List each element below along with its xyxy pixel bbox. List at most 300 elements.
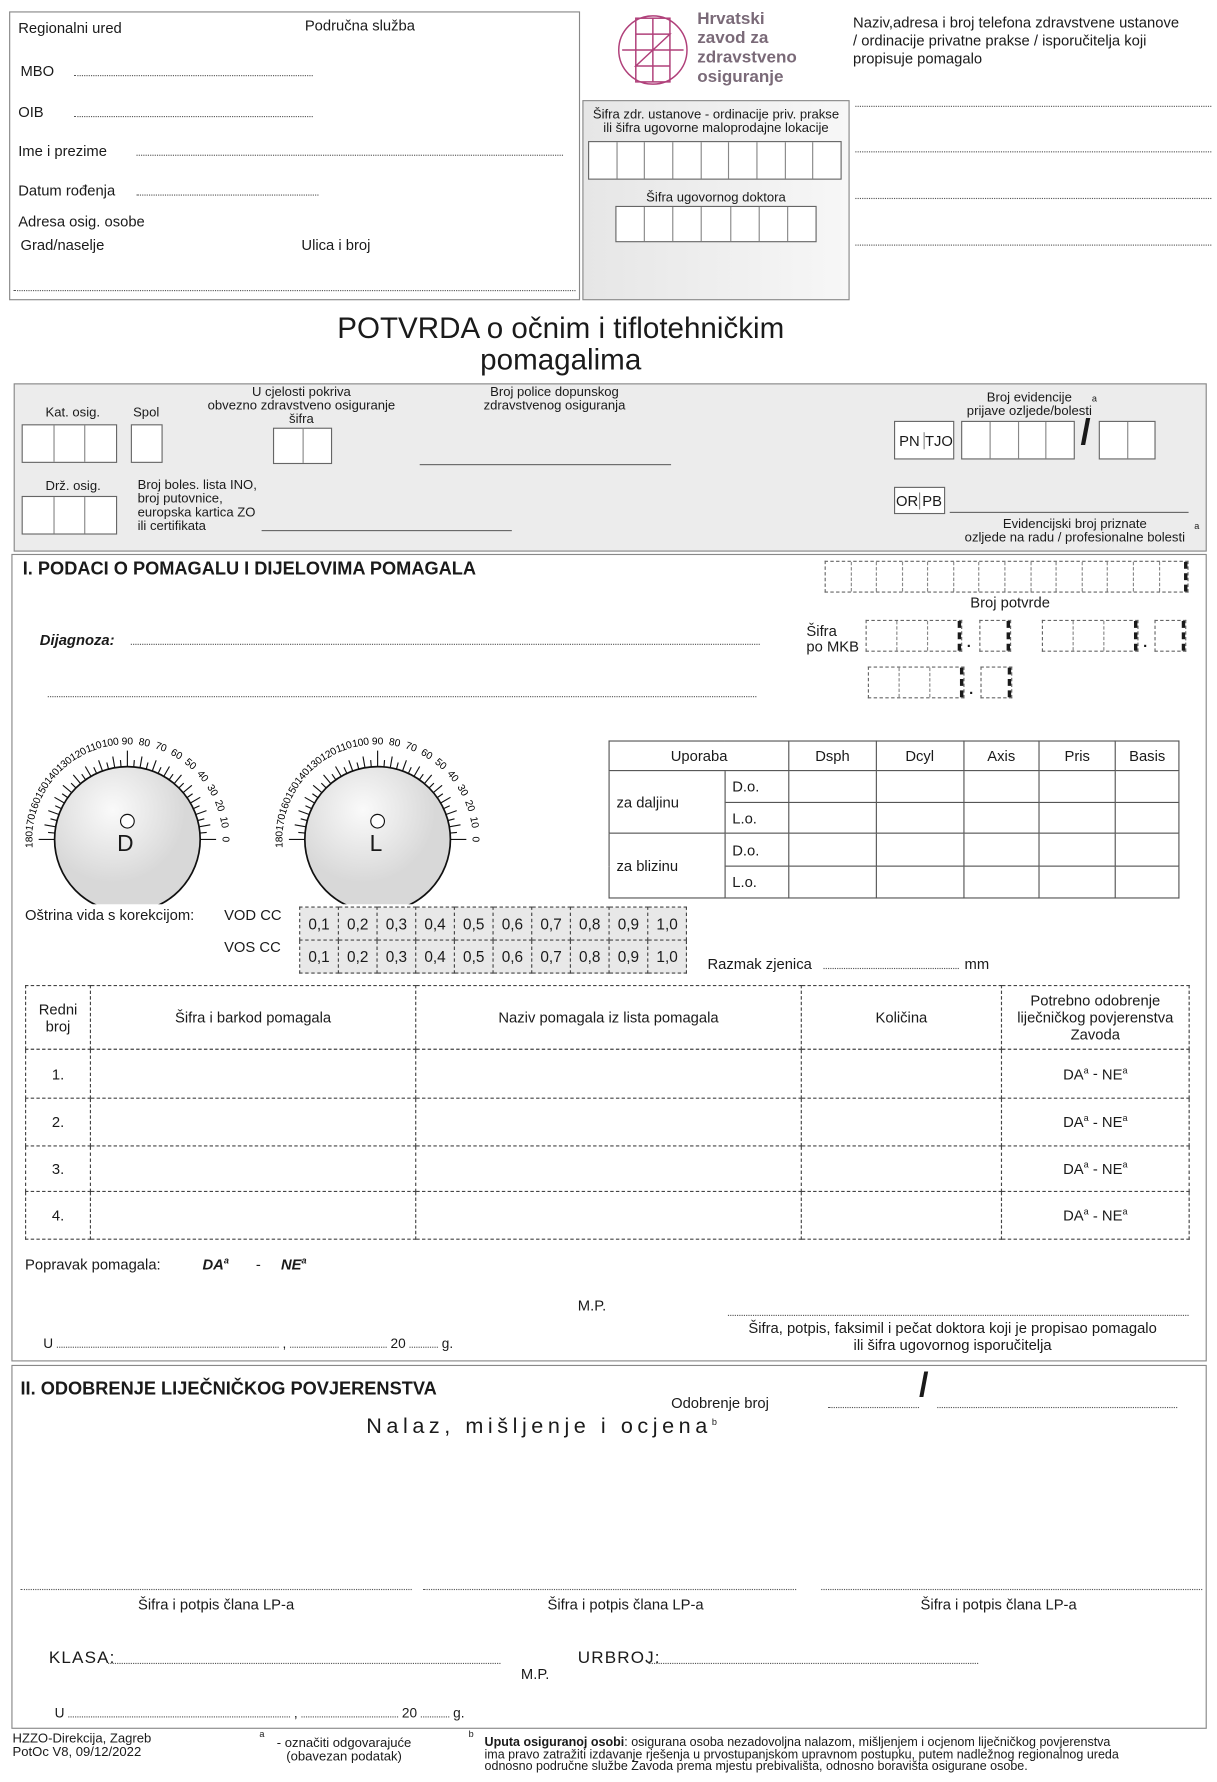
member-signature-field[interactable] (20, 1589, 411, 1590)
spol-input[interactable] (131, 424, 163, 463)
date-field[interactable] (290, 1347, 387, 1348)
dial-label: 90 (121, 736, 134, 748)
evid2-field[interactable] (950, 512, 1189, 513)
digit-cell[interactable] (1074, 621, 1105, 651)
da-text: DA (1063, 1065, 1084, 1083)
acuity-option[interactable]: 0,1 (300, 940, 339, 973)
ne-option[interactable] (1102, 1114, 1128, 1131)
mbo-field[interactable] (74, 75, 313, 76)
digit-cell[interactable] (54, 425, 85, 461)
table-row (26, 1098, 1190, 1146)
digit-cell[interactable] (928, 621, 961, 651)
page-title (276, 312, 845, 376)
dial-tick (301, 819, 308, 821)
logo-line: zdravstveno (697, 47, 797, 68)
item-code-cell[interactable] (90, 1049, 415, 1098)
digit-cell[interactable] (877, 562, 903, 592)
cell[interactable] (789, 833, 876, 866)
footnote-a-marker: a (1122, 1159, 1128, 1171)
label-line: (obavezan podatak) (286, 1750, 402, 1765)
dijagnoza-field-2[interactable] (48, 696, 757, 697)
acuity-option[interactable]: 0,4 (416, 907, 455, 940)
label-line: ozljede na radu / profesionalne bolesti (964, 531, 1186, 545)
digit-cell[interactable] (132, 425, 162, 461)
quantity-cell[interactable] (801, 1146, 1001, 1191)
dial-label: 50 (432, 756, 449, 773)
dial-tick (55, 806, 61, 809)
dijagnoza-field[interactable] (131, 644, 760, 645)
klasa-field[interactable] (108, 1663, 500, 1664)
dial-tick (295, 825, 306, 827)
pupil-distance-field[interactable] (823, 968, 958, 969)
da-option[interactable] (1063, 1207, 1089, 1224)
dial-label: 80 (388, 736, 402, 750)
dijagnoza-label: Dijagnoza: (39, 631, 115, 649)
footnote-a-marker: a (1083, 1206, 1089, 1217)
dial-tick (200, 832, 207, 833)
label-line: ili šifra ugovornog isporučitelja (853, 1336, 1052, 1354)
acuity-option[interactable]: 0,5 (454, 907, 493, 940)
digit-cell[interactable] (1047, 422, 1074, 458)
digit-cell[interactable] (980, 621, 1010, 651)
digit-cell[interactable] (274, 429, 303, 463)
year-field[interactable] (421, 1716, 449, 1717)
digit-cell[interactable] (1043, 621, 1074, 651)
dob-field[interactable] (136, 194, 318, 195)
cell[interactable] (1039, 833, 1115, 866)
approval-needed-cell (1001, 1146, 1189, 1191)
label-line: odnosno područne službe Zavoda prema mjestu prebivališta, odnosno boravišta osigurane osobe. (484, 1759, 1028, 1774)
digit-cell[interactable] (954, 562, 980, 592)
acuity-option[interactable]: 1,0 (648, 907, 687, 940)
member-signature-field[interactable] (821, 1589, 1202, 1590)
digit-cell[interactable] (645, 207, 674, 241)
acuity-option[interactable]: 0,7 (532, 940, 571, 973)
digit-cell[interactable] (86, 425, 116, 461)
cell[interactable] (964, 833, 1039, 866)
digit-cell[interactable] (1083, 562, 1109, 592)
col-odobrenje: Potrebno odobrenje liječničkog povjerenstva Zavoda (1001, 986, 1189, 1050)
label-line: obvezno zdravstveno osiguranje (207, 399, 396, 413)
digit-cell[interactable] (1128, 422, 1155, 458)
address-field[interactable] (14, 290, 576, 291)
dial-label: 80 (137, 736, 151, 750)
institution-info-line[interactable] (855, 151, 1211, 152)
name-field[interactable] (136, 155, 563, 156)
regional-office-label: Regionalni ured (18, 19, 122, 37)
policy-label (455, 386, 654, 413)
col-redni-broj: Redni broj (26, 986, 91, 1050)
dial-tick (298, 832, 305, 833)
digit-cell[interactable] (758, 142, 786, 178)
approval-needed-cell (1001, 1098, 1189, 1146)
vod-label: VOD CC (224, 906, 282, 924)
dash: - (1092, 1160, 1098, 1178)
full-cover-code-input[interactable] (273, 428, 332, 464)
digit-cell[interactable] (788, 207, 815, 241)
footnote-a-marker: a (223, 1255, 229, 1266)
digit-cell[interactable] (1006, 562, 1032, 592)
dial-tick (305, 797, 315, 803)
cell[interactable] (789, 771, 876, 803)
table-row (26, 1191, 1190, 1239)
digit-cell[interactable] (1031, 562, 1057, 592)
cell[interactable] (876, 866, 964, 898)
mkb-label (806, 623, 859, 655)
member-signature-field[interactable] (423, 1589, 796, 1590)
dial-label: 100 (101, 736, 120, 751)
cell[interactable] (1039, 771, 1115, 803)
footnote-b-marker: b (468, 1728, 474, 1740)
stamp-place-label: M.P. (577, 1296, 607, 1314)
dial-label: 0 (219, 836, 231, 843)
address-label: Adresa osig. osobe (18, 212, 145, 230)
digit-cell[interactable] (851, 562, 877, 592)
ne-option[interactable] (1102, 1160, 1128, 1177)
acuity-option[interactable]: 0,4 (416, 940, 455, 973)
digit-cell[interactable] (826, 562, 852, 592)
mkb-code-2[interactable] (1042, 620, 1139, 652)
dial-label: 0 (469, 836, 481, 843)
approval-number-field[interactable] (828, 1407, 919, 1408)
item-name-cell[interactable] (416, 1146, 802, 1191)
label-line: HZZO-Direkcija, Zagreb (12, 1732, 152, 1746)
mkb-code-2-ext[interactable] (1154, 620, 1186, 652)
digit-cell[interactable] (990, 422, 1018, 458)
label-line: Broj evidencije (986, 391, 1072, 405)
dial-tick (419, 774, 423, 780)
acuity-option[interactable]: 0,2 (338, 940, 377, 973)
dial-tick (169, 774, 173, 780)
label-line: - označiti odgovarajuće (276, 1736, 412, 1751)
dial-tick (44, 825, 55, 827)
digit-cell[interactable] (900, 668, 931, 698)
dial-label: 140 (293, 766, 313, 787)
dial-tick (305, 806, 311, 809)
dial-tick (158, 767, 161, 773)
da-option[interactable] (1063, 1114, 1089, 1131)
digit-cell[interactable] (1134, 562, 1160, 592)
vos-row (300, 940, 687, 973)
footnote-a-marker: a (1083, 1113, 1089, 1124)
label-line: U cjelosti pokriva (251, 385, 351, 400)
dial-tick (344, 767, 347, 773)
kat-osig-input[interactable] (22, 424, 118, 463)
acuity-label: Oštrina vida s korekcijom: (25, 906, 195, 924)
dial-label: 130 (304, 754, 325, 775)
dial-tick (448, 819, 455, 821)
cell[interactable] (789, 866, 876, 898)
logo-text (697, 9, 797, 86)
footnote-a-marker: a (1083, 1064, 1089, 1076)
cell[interactable] (1115, 866, 1178, 898)
footnote-b: Uputa osiguranoj osobi: osigurana osoba nezadovoljna nalazom, mišljenjem i ocjenom liječničkog povjerenstva ima pravo zatražiti izdavanje rješenja u prvostupanjskom upravnom postupku, putem nadležnog regionalnog ureda odnosno područne službe Zavoda prema mjestu prebivališta, odnosno boravišta osigurane osobe. (484, 1735, 1119, 1774)
label-line: ili šifra ugovorne maloprodajne lokacije (603, 121, 829, 136)
drz-osig-input[interactable] (22, 496, 118, 535)
digit-cell[interactable] (23, 497, 54, 533)
acuity-option[interactable]: 0,9 (609, 940, 648, 973)
right-eye-dial-label: D (117, 831, 134, 857)
quantity-cell[interactable] (801, 1049, 1001, 1098)
place-field[interactable] (68, 1716, 290, 1717)
slash-separator: / (1080, 411, 1091, 453)
digit-cell[interactable] (1156, 621, 1186, 651)
dial-tick (134, 760, 135, 767)
acuity-option[interactable]: 0,2 (338, 907, 377, 940)
digit-cell[interactable] (86, 497, 116, 533)
digit-cell[interactable] (303, 429, 331, 463)
branch-office-label: Područna služba (304, 17, 415, 35)
mbo-label: MBO (20, 62, 55, 80)
note-title: Uputa osiguranoj osobi (484, 1735, 625, 1750)
place-date-line: U , 20 g. (43, 1335, 454, 1352)
cell[interactable] (1039, 866, 1115, 898)
table-row (26, 1049, 1190, 1098)
acuity-option[interactable]: 0,6 (493, 940, 532, 973)
dash: - (1092, 1113, 1098, 1131)
digit-cell[interactable] (589, 142, 617, 178)
repair-da-option[interactable] (202, 1256, 228, 1273)
acuity-option[interactable]: 0,7 (532, 907, 571, 940)
place-field[interactable] (57, 1347, 279, 1348)
cell[interactable] (964, 866, 1039, 898)
cell[interactable] (876, 833, 964, 866)
urbroj-field[interactable] (648, 1663, 978, 1664)
acuity-option[interactable]: 0,8 (570, 907, 609, 940)
dial-tick (54, 797, 64, 803)
pupil-distance-label: Razmak zjenica (707, 955, 812, 973)
digit-cell[interactable] (980, 562, 1006, 592)
left-dial-center-icon (371, 814, 385, 828)
acuity-option[interactable]: 0,5 (454, 940, 493, 973)
da-option[interactable] (1063, 1065, 1089, 1082)
dial-label: 60 (418, 747, 435, 763)
digit-cell[interactable] (616, 207, 645, 241)
dial-tick (357, 762, 359, 769)
approval-year-field[interactable] (937, 1407, 1177, 1408)
evid-number-input[interactable] (961, 421, 1075, 460)
year-prefix: 20 (390, 1335, 406, 1352)
stamp-place-label: M.P. (520, 1665, 550, 1683)
digit-cell[interactable] (869, 668, 900, 698)
spol-label: Spol (133, 406, 160, 420)
cell[interactable] (1115, 771, 1178, 803)
digit-cell[interactable] (54, 497, 85, 533)
tjo-option[interactable]: TJO (924, 431, 953, 449)
issuer-info (13, 1732, 152, 1759)
cell[interactable] (964, 771, 1039, 803)
digit-cell[interactable] (701, 142, 729, 178)
mkb-code-3-ext[interactable] (980, 667, 1012, 699)
dial-tick (50, 819, 57, 821)
form-page: Regionalni ured Područna služba MBO OIB Ime i prezime Datum rođenja Adresa osig. osobe Grad/naselje Ulica i broj Hrvatski zavod za zdravstveno osiguranje Šifra zdr. ustanove - ordinacije priv. prakse ili šifra ugovorne maloprodajne lokacije Šifra ugovornog doktora Naziv,adresa i broj telefona zdravstvene ustanove / ordinacije privatne prakse / isporučitelja koji propisuje pomagalo POTVRDA o očnim i tiflotehničkim pomagalima Kat. osig. Spol U cjelosti pokriva obvezno zdravstveno osiguranje šifra Broj police dopunskog zdravstvenog osiguranja Drž. osig. Broj boles. lista INO, broj putovnice, europska kartica ZO ili certifikata Broj evidencije prijave ozljede/bolesti a PN TJO / OR PB Evidencijski broj priznate ozljede na radu / profesionalne bolesti a I. PODACI O POMAGALU I DIJELOVIMA POMAGALA Broj potvrde Dijagnoza: Šifra po MKB . . . 0 10 20 30 40 50 60 70 80 90 100 110 120 130 140 150 160 170 180 0 10 20 30 40 50 60 70 80 90 100 110 120 130 140 150 160 170 180 D L Uporaba Dsph Dcyl Axis Pris Basis za daljinu D.o. L.o. za blizinu D.o. L.o. Oštrina vida s korekcijom: VOD CC VOS CC 0,1 0,2 0,3 0,4 0,5 0,6 0,7 0,8 0,9 1,0 0,1 0,2 0,3 0,4 0,5 0,6 0,7 0,8 0,9 1,0 Razmak zjenica mm Redni broj Šifra i barkod pomagala Naziv pomagala iz lista pomagala Količina Potrebno odobrenje liječničkog povjerenstva Zavoda 1. $DA^a - NE^a$ 2. $DA^a - NE^a$ 3. $DA^a - NE^a$ 4. $DA^a - NE^a$ Popravak pomagala: $DA^a$ - $NE^a$ M.P. U , 20 g. Šifra, potpis, faksimil i pečat doktora koji je propisao pomagalo ili šifra ugovornog isporučitelja II. ODOBRENJE LIJEČNIČKOG POVJERENSTVA Odobrenje broj / Nalaz, mišljenje i ocjena$^b$ Šifra i potpis člana LP-a Šifra i potpis člana LP-a Šifra i potpis člana LP-a KLASA: M.P. URBROJ: U , 20 g. HZZO-Direkcija, Zagreb PotOc V8, 09/12/2022 a - označiti odgovarajuće (obavezan podatak) b Uputa osiguranoj osobi: osigurana osoba nezadovoljna nalazom, mišljenjem i ocjenom liječničkog povjerenstva ima pravo zatražiti izdavanje rješenja u prvostupanjskom upravnom postupku, putem nadležnog regionalnog ureda odnosno područne službe Zavoda prema mjestu prebivališta, odnosno boravišta osigurane osobe. (0, 0, 1217, 1782)
ino-field[interactable] (262, 530, 512, 531)
left-eye-label: L.o. (725, 802, 789, 833)
col-naziv: Naziv pomagala iz lista pomagala (416, 986, 802, 1050)
digit-cell[interactable] (867, 621, 898, 651)
ne-option[interactable] (1102, 1207, 1128, 1224)
item-name-cell[interactable] (416, 1049, 802, 1098)
digit-cell[interactable] (674, 207, 703, 241)
dial-tick (85, 767, 91, 777)
institution-info-line[interactable] (855, 106, 1211, 107)
quantity-cell[interactable] (801, 1098, 1001, 1146)
year-prefix: 20 (401, 1704, 418, 1721)
pb-option[interactable]: PB (922, 491, 942, 509)
institution-info-line[interactable] (855, 198, 1211, 199)
dial-label: 50 (182, 756, 199, 773)
u-label: U (43, 1335, 54, 1352)
pn-option[interactable]: PN (895, 432, 925, 449)
policy-field[interactable] (420, 464, 671, 465)
year-field[interactable] (410, 1347, 438, 1348)
footnote-b-marker: b (711, 1416, 722, 1428)
or-option[interactable]: OR (895, 491, 919, 509)
dial-label: 100 (351, 736, 371, 751)
place-date-line-2: U , 20 g. (54, 1704, 465, 1721)
doctor-code-input[interactable] (615, 206, 816, 242)
pn-tjo-box[interactable] (894, 421, 954, 460)
digit-cell[interactable] (673, 142, 701, 178)
digit-cell[interactable] (731, 207, 760, 241)
dial-label: 160 (27, 796, 44, 816)
digit-cell[interactable] (1160, 562, 1188, 592)
logo-line: osiguranje (697, 67, 784, 87)
dial-tick (312, 794, 318, 798)
cell[interactable] (1115, 802, 1178, 833)
label-line: broj putovnice, (137, 492, 223, 507)
digit-cell[interactable] (930, 668, 963, 698)
digit-cell[interactable] (1057, 562, 1083, 592)
table-row (26, 1146, 1190, 1191)
dial-tick (198, 819, 205, 821)
digit-cell[interactable] (982, 668, 1012, 698)
cell[interactable] (789, 802, 876, 833)
ne-option[interactable] (1102, 1065, 1128, 1082)
member-signature-label: Šifra i potpis člana LP-a (920, 1595, 1077, 1613)
dial-tick (48, 811, 59, 815)
digit-cell[interactable] (1100, 422, 1128, 458)
dial-label: 30 (204, 782, 220, 799)
acuity-option[interactable]: 0,6 (493, 907, 532, 940)
acuity-option[interactable]: 0,3 (377, 940, 416, 973)
digit-cell[interactable] (928, 562, 954, 592)
acuity-option[interactable]: 0,1 (300, 907, 339, 940)
item-name-cell[interactable] (416, 1191, 802, 1239)
city-label: Grad/naselje (20, 236, 105, 254)
prescription-table (609, 740, 1180, 898)
street-label: Ulica i broj (301, 236, 371, 254)
label-line: Evidencijski broj priznate (1002, 517, 1147, 532)
mm-unit: mm (964, 955, 990, 973)
da-text: DA (1063, 1160, 1084, 1178)
signature-field[interactable] (728, 1315, 1189, 1316)
acuity-option[interactable]: 1,0 (648, 940, 687, 973)
digit-cell[interactable] (1019, 422, 1047, 458)
dial-label: 160 (277, 796, 294, 816)
dial-label: 170 (24, 813, 39, 832)
mkb-code-1-ext[interactable] (979, 620, 1011, 652)
institution-code-input[interactable] (588, 141, 842, 180)
col-dsph: Dsph (789, 741, 876, 771)
or-pb-box[interactable] (894, 487, 945, 514)
digit-cell[interactable] (729, 142, 757, 178)
digit-cell[interactable] (962, 422, 990, 458)
item-code-cell[interactable] (90, 1146, 415, 1191)
drz-osig-label: Drž. osig. (45, 479, 101, 494)
mkb-code-1[interactable] (866, 620, 963, 652)
mkb-code-3[interactable] (868, 667, 965, 699)
label-line: zdravstvenog osiguranja (483, 399, 626, 413)
dial-tick (82, 774, 86, 780)
dial-label: 120 (318, 745, 339, 764)
item-code-cell[interactable] (90, 1098, 415, 1146)
evid-year-input[interactable] (1099, 421, 1156, 460)
cell[interactable] (1115, 833, 1178, 866)
dial-tick (390, 757, 392, 768)
oib-field[interactable] (74, 116, 313, 117)
institution-info-line[interactable] (855, 245, 1211, 246)
row-number: 4. (26, 1191, 91, 1239)
digit-cell[interactable] (1104, 621, 1137, 651)
u-label: U (54, 1704, 65, 1721)
dial-label: 30 (454, 782, 470, 799)
acuity-option[interactable]: 0,3 (377, 907, 416, 940)
digit-cell[interactable] (617, 142, 645, 178)
digit-cell[interactable] (786, 142, 814, 178)
label-line: osigurana osoba nezadovoljna nalazom, mišljenjem i ocjenom liječničkog povjerenstva (631, 1735, 1111, 1750)
item-code-cell[interactable] (90, 1191, 415, 1239)
digit-cell[interactable] (702, 207, 731, 241)
dial-label: 110 (84, 739, 104, 756)
da-option[interactable] (1063, 1160, 1089, 1177)
cell[interactable] (876, 802, 964, 833)
acuity-option[interactable]: 0,9 (609, 907, 648, 940)
signature-label (717, 1319, 1189, 1353)
digit-cell[interactable] (645, 142, 673, 178)
dial-tick (146, 762, 148, 769)
digit-cell[interactable] (903, 562, 929, 592)
date-field[interactable] (301, 1716, 398, 1717)
left-eye-dial-label: L (369, 831, 383, 857)
da-text: DA (1063, 1113, 1084, 1131)
dial-tick (441, 797, 451, 803)
dial-tick (99, 760, 103, 771)
item-name-cell[interactable] (416, 1098, 802, 1146)
member-signature-label: Šifra i potpis člana LP-a (138, 1595, 295, 1613)
cell[interactable] (964, 802, 1039, 833)
dial-label: 120 (68, 745, 89, 764)
dial-tick (336, 767, 342, 777)
digit-cell[interactable] (897, 621, 928, 651)
dial-tick (332, 774, 336, 780)
dial-tick (199, 825, 210, 827)
digit-cell[interactable] (814, 142, 841, 178)
digit-cell[interactable] (1108, 562, 1134, 592)
cell[interactable] (876, 771, 964, 803)
acuity-option[interactable]: 0,8 (570, 940, 609, 973)
digit-cell[interactable] (23, 425, 54, 461)
repair-ne-option[interactable] (281, 1256, 307, 1273)
broj-potvrde-input[interactable] (825, 561, 1189, 593)
digit-cell[interactable] (759, 207, 788, 241)
cell[interactable] (1039, 802, 1115, 833)
name-label: Ime i prezime (18, 142, 107, 160)
slash-separator: / (919, 1367, 929, 1405)
g-label: g. (441, 1335, 454, 1352)
quantity-cell[interactable] (801, 1191, 1001, 1239)
approval-needed-cell (1001, 1191, 1189, 1239)
